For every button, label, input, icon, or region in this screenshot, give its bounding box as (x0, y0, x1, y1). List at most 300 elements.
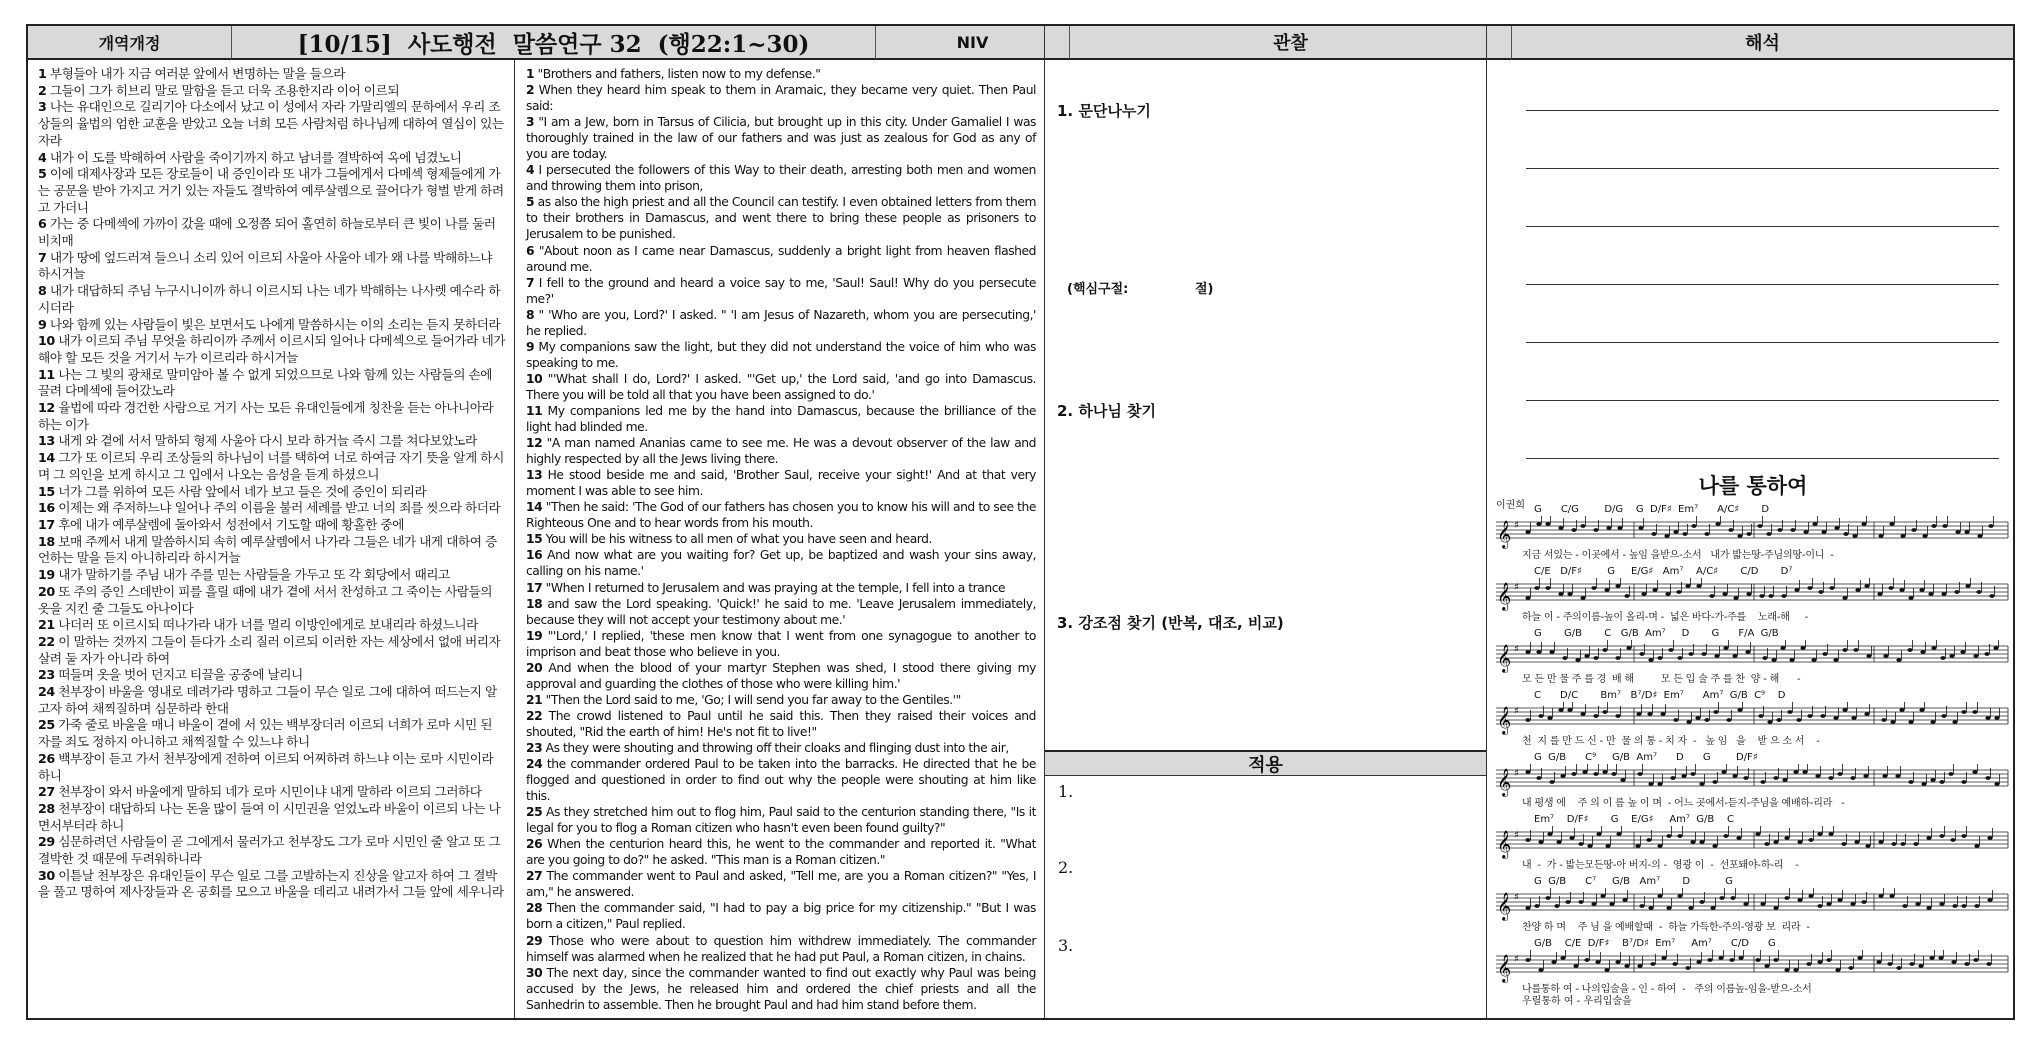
verse-number: 10 (526, 371, 543, 386)
verse-text: "Then he said: 'The God of our fathers has chosen you to know his will and to see the Righteous One and to hear words from his mouth. (526, 500, 1036, 531)
note-icon (1666, 906, 1671, 910)
lyric-line: 내 평생 에 주 의 이 름 높 이 며 - 어느 곳에서-듣지-주님을 예배하-리라 - (1522, 798, 1845, 809)
verse-text: 내게 와 곁에 서서 말하되 형제 사울아 다시 보라 하거늘 즉시 그를 쳐다보았노라 (54, 433, 477, 449)
verse-number: 20 (526, 660, 543, 675)
note-icon (1690, 772, 1695, 776)
note-icon (1758, 714, 1763, 718)
note-icon (1919, 588, 1924, 592)
note-icon (1696, 584, 1701, 588)
note-icon (1615, 584, 1620, 588)
note-icon (1616, 832, 1621, 836)
lyric-line: 하늘 이 - 주의이름-높이 올리-며 - 넓은 바다-가-주를 노래-해 - (1522, 612, 1809, 623)
note-icon (1580, 712, 1585, 716)
note-icon (1525, 770, 1530, 774)
verse-number: 14 (526, 500, 543, 515)
verse-number: 11 (38, 366, 55, 382)
verse-number: 9 (526, 339, 535, 354)
verse (526, 596, 1036, 628)
staff (1494, 640, 2012, 674)
note-icon (1797, 840, 1802, 844)
note-icon (1807, 586, 1812, 590)
note-icon (1790, 528, 1795, 532)
note-icon (1558, 708, 1563, 712)
verse (526, 531, 1036, 547)
verse-number: 23 (526, 740, 543, 755)
verse-text: As they were shouting and throwing off their cloaks and flinging dust into the air, (542, 740, 1009, 755)
note-icon (1986, 962, 1991, 966)
verse (38, 433, 506, 450)
note-icon (1883, 654, 1888, 658)
verse-number: 18 (38, 533, 55, 549)
note-icon (1657, 894, 1662, 898)
note-icon (1940, 656, 1945, 660)
staff (1494, 702, 2012, 736)
note-icon (1545, 896, 1550, 900)
verse (526, 194, 1036, 242)
note-icon (1973, 654, 1978, 658)
verse-text: 떠들며 옷을 벗어 던지고 티끌을 공중에 날리니 (54, 667, 303, 683)
verse (38, 166, 506, 216)
verse-text: As they stretched him out to flog him, Paul said to the centurion standing there, "Is it legal for you to flog a Roman citizen who hasn't even been found guilty?" (526, 805, 1036, 836)
note-icon (1593, 528, 1598, 532)
note-icon (1525, 650, 1530, 654)
verse (526, 868, 1036, 900)
verse (526, 756, 1036, 804)
note-icon (1704, 532, 1709, 536)
note-icon (1604, 588, 1609, 592)
verse-text: " 'Who are you, Lord?' I asked. " 'I am Jesus of Nazareth, whom you are persecuting,' he replied. (526, 307, 1036, 338)
note-icon (1551, 960, 1556, 964)
note-icon (1604, 968, 1609, 972)
note-icon (1900, 534, 1905, 538)
note-icon (1647, 712, 1652, 716)
note-icon (1922, 534, 1927, 538)
sharp-icon: ♯ (1514, 520, 1519, 531)
note-icon (1637, 964, 1642, 968)
observe-item-emphasis: 3. 강조점 찾기 (반복, 대조, 비교) (1057, 614, 1284, 632)
verse-text: "About noon as I came near Damascus, suddenly a bright light from heaven flashed around me. (526, 243, 1036, 274)
note-icon (1820, 714, 1825, 718)
chord-line: G G/B C⁷ G/B Am⁷ D G (1534, 876, 1733, 887)
verse (38, 250, 506, 283)
verse-text: "When I returned to Jerusalem and was praying at the temple, I fell into a trance (542, 580, 1006, 595)
note-icon (1773, 906, 1778, 910)
note-icon (1580, 596, 1585, 600)
note-icon (1600, 894, 1605, 898)
verse (526, 403, 1036, 435)
verse-text: "A man named Ananias came to see me. He was a devout observer of the law and highly respected by all the Jews living there. (526, 436, 1036, 467)
note-icon (1987, 836, 1992, 840)
note-icon (1766, 532, 1771, 536)
note-icon (1525, 530, 1530, 534)
note-icon (1682, 532, 1687, 536)
note-icon (1964, 962, 1969, 966)
note-icon (1796, 718, 1801, 722)
note-icon (1567, 708, 1572, 712)
verse-number: 15 (38, 483, 55, 499)
version-header: 개역개정 (28, 26, 232, 60)
verse-text: 이튿날 천부장은 유대인들이 무슨 일로 그를 고발하는지 진상을 알고자 하여 그 결박을 풀고 명하여 제사장들과 온 공회를 모으고 바울을 데리고 내려가서 그들 앞에 세우니라 (38, 867, 504, 900)
note-icon (1794, 588, 1799, 592)
note-icon (1685, 584, 1690, 588)
note-icon (1602, 710, 1607, 714)
verse (526, 307, 1036, 339)
note-icon (1889, 522, 1894, 526)
note-icon (1715, 522, 1720, 526)
note-icon (1760, 902, 1765, 906)
note-icon (1930, 778, 1935, 782)
note-icon (1828, 832, 1833, 836)
note-icon (1668, 648, 1673, 652)
note-icon (1852, 534, 1857, 538)
note-icon (1596, 832, 1601, 836)
sharp-icon: ♯ (1514, 830, 1519, 841)
note-icon (1776, 718, 1781, 722)
verse-text: And now what are you waiting for? Get up, be baptized and wash your sins away, calling on his name.' (526, 548, 1036, 579)
verse (38, 801, 506, 834)
note-icon (1878, 894, 1883, 898)
note-icon (1833, 658, 1838, 662)
note-icon (1584, 654, 1589, 658)
note-icon (1915, 902, 1920, 906)
verse-text: 너가 그를 위하여 모든 사람 앞에서 네가 보고 들은 것에 증인이 되리라 (54, 483, 427, 499)
note-icon (1688, 906, 1693, 910)
staff (1494, 826, 2012, 860)
note-icon (1837, 898, 1842, 902)
niv-verses (520, 62, 1042, 1020)
verse-text: "'What shall I do, Lord?' I asked. "'Get up,' the Lord said, 'and go into Damascus. There you will be told all that you have been assigned to do.' (526, 371, 1036, 402)
note-icon (1593, 656, 1598, 660)
apply-item-1: 1. (1058, 782, 1074, 801)
verse-text: 내가 말하기를 주님 내가 주를 믿는 사람들을 가두고 또 각 회당에서 때리고 (54, 567, 450, 583)
verse-number: 5 (526, 195, 535, 210)
note-icon (1672, 962, 1677, 966)
treble-clef-icon: 𝄞 (1497, 520, 1512, 548)
verse-number: 26 (526, 837, 543, 852)
note-icon (1578, 900, 1583, 904)
lyric-line: 찬양 하 며 주 님 을 예배할때 - 하늘 가득한-주의-영광 보 리라 - (1522, 922, 1810, 933)
note-icon (1896, 658, 1901, 662)
note-icon (1660, 712, 1665, 716)
note-icon (1723, 646, 1728, 650)
note-icon (1545, 522, 1550, 526)
observe-item-find-god: 2. 하나님 찾기 (1057, 402, 1157, 420)
verse-text: 천부장이 와서 바울에게 말하되 네가 로마 시민이냐 내게 말하라 이르되 그러하다 (54, 784, 482, 800)
verse (38, 634, 506, 667)
note-icon (1837, 772, 1842, 776)
note-icon (1712, 780, 1717, 784)
note-icon (1929, 956, 1934, 960)
chord-line: G/B C/E D/F♯ B⁷/D♯ Em⁷ Am⁷ C/D G (1534, 938, 1776, 949)
note-icon (1745, 650, 1750, 654)
verse-number: 20 (38, 583, 55, 599)
verse-text: 천부장이 대답하되 나는 돈을 많이 들여 이 시민권을 얻었노라 바울이 이르되 나는 나면서부터라 하니 (38, 800, 501, 833)
note-icon (1931, 646, 1936, 650)
note-icon (1622, 898, 1627, 902)
verse-number: 3 (526, 115, 535, 130)
staff (1494, 950, 2012, 984)
note-icon (1952, 904, 1957, 908)
verse-number: 12 (526, 436, 543, 451)
verse (38, 83, 506, 100)
note-icon (1534, 904, 1539, 908)
note-icon (1657, 844, 1662, 848)
treble-clef-icon: 𝄞 (1497, 582, 1512, 610)
verse-number: 8 (526, 307, 535, 322)
verse-number: 16 (526, 548, 543, 563)
verse-text: 그들이 그가 히브리 말로 말함을 듣고 더욱 조용한지라 이어 이르되 (46, 82, 400, 98)
note-icon (1673, 530, 1678, 534)
note-icon (1729, 958, 1734, 962)
note-icon (1714, 654, 1719, 658)
verse-number: 17 (38, 516, 55, 532)
note-icon (1817, 904, 1822, 908)
note-icon (1538, 840, 1543, 844)
chord-line: G G/B C G/B Am⁷ D G F/A G/B (1534, 628, 1779, 639)
note-icon (1972, 710, 1977, 714)
note-icon (1926, 836, 1931, 840)
verse (38, 567, 506, 584)
note-icon (1777, 528, 1782, 532)
note-icon (1545, 586, 1550, 590)
note-icon (1826, 958, 1831, 962)
interpret-line (1526, 168, 1999, 169)
verse-number: 4 (38, 149, 47, 165)
verse-text: When the centurion heard this, he went to the commander and reported it. "What are you going to do?" he asked. "This man is a Roman citizen." (526, 837, 1036, 868)
observe-header: 관찰 (1070, 26, 1512, 60)
note-icon (1554, 904, 1559, 908)
note-icon (1908, 596, 1913, 600)
note-icon (1534, 586, 1539, 590)
note-icon (1964, 530, 1969, 534)
song-title: 나를 통하여 (1698, 473, 1808, 498)
note-icon (1955, 530, 1960, 534)
interpret-line (1526, 342, 1999, 343)
note-icon (1842, 596, 1847, 600)
note-icon (1549, 780, 1554, 784)
song-composer: 이권희 (1496, 500, 1525, 511)
note-icon (1760, 780, 1765, 784)
note-icon (1854, 840, 1859, 844)
lyric-line: 모 든 만 물 주 를 경 배 해 모 든 입 술 주 를 찬 양 - 해 - (1522, 674, 1801, 685)
note-icon (1806, 962, 1811, 966)
note-icon (1639, 652, 1644, 656)
verse-number: 15 (526, 532, 543, 547)
note-icon (1857, 956, 1862, 960)
verse-text: 천부장이 바울을 영내로 데려가라 명하고 그들이 무슨 일로 그에 대하여 떠드는지 알고자 하여 채찍질하며 심문하라 한대 (38, 684, 497, 716)
note-icon (1951, 960, 1956, 964)
note-icon (1609, 902, 1614, 906)
note-icon (1896, 966, 1901, 970)
note-icon (1828, 776, 1833, 780)
sharp-icon: ♯ (1514, 954, 1519, 965)
verse-number: 21 (526, 692, 543, 707)
note-icon (1834, 526, 1839, 530)
verse (526, 740, 1036, 756)
verse-text: 내가 이르되 주님 무엇을 하리이까 주께서 이르시되 일어나 다메섹으로 들어가라 네가 해야 할 모든 것을 거기서 누가 이르리라 하시거늘 (38, 333, 505, 365)
verse-text: 나는 그 빛의 광채로 말미암아 볼 수 없게 되었으므로 나와 함께 있는 사람들의 손에 끌려 다메섹에 들어갔노라 (38, 366, 493, 399)
note-icon (1789, 658, 1794, 662)
verse (38, 317, 506, 334)
note-icon (1911, 528, 1916, 532)
note-icon (1565, 900, 1570, 904)
verse-number: 2 (526, 83, 535, 98)
verse-number: 4 (526, 163, 535, 178)
note-icon (1988, 524, 1993, 528)
note-icon (1829, 586, 1834, 590)
lyric-line: 지금 서있는 - 이곳에서 - 높임 을받으-소서 내가 밟는땅-주님의땅-이니 - (1522, 550, 1834, 561)
note-icon (1899, 588, 1904, 592)
note-icon (1919, 708, 1924, 712)
verse (526, 371, 1036, 403)
verse-text: 심문하려던 사람들이 곧 그에게서 물러가고 천부장도 그가 로마 시민인 줄 알고 또 그 결박한 것 때문에 두려워하니라 (38, 834, 501, 867)
note-icon (1573, 964, 1578, 968)
sharp-icon: ♯ (1514, 706, 1519, 717)
song-score (1494, 468, 2012, 1016)
verse (526, 547, 1036, 579)
note-icon (1695, 716, 1700, 720)
note-icon (1558, 592, 1563, 596)
note-icon (1636, 712, 1641, 716)
note-icon (1652, 588, 1657, 592)
verse (526, 467, 1036, 499)
verse (38, 784, 506, 801)
verse-text: the commander ordered Paul to be taken into the barracks. He directed that he be flogged and questioned in order to find out why the people were shouting at him like this. (526, 757, 1036, 804)
treble-clef-icon: 𝄞 (1497, 954, 1512, 982)
verse-number: 19 (526, 628, 543, 643)
note-icon (1606, 526, 1611, 530)
verse-number: 22 (526, 708, 543, 723)
verse-text: "Brothers and fathers, listen now to my defense." (534, 67, 821, 81)
verse-number: 30 (526, 965, 543, 980)
note-icon (1994, 782, 1999, 786)
note-icon (1815, 774, 1820, 778)
note-icon (1701, 652, 1706, 656)
note-icon (1746, 592, 1751, 596)
note-icon (1811, 658, 1816, 662)
note-icon (1900, 842, 1905, 846)
verse-number: 14 (38, 450, 55, 466)
note-icon (1972, 770, 1977, 774)
note-icon (1784, 968, 1789, 972)
verse-number: 19 (38, 567, 55, 583)
note-icon (1822, 652, 1827, 656)
note-icon (1657, 782, 1662, 786)
note-icon (1620, 778, 1625, 782)
verse-number: 26 (38, 750, 55, 766)
note-icon (1888, 586, 1893, 590)
verse-number: 29 (38, 834, 55, 850)
interpret-line (1526, 110, 1999, 111)
note-icon (1926, 906, 1931, 910)
note-icon (1580, 524, 1585, 528)
note-icon (1960, 650, 1965, 654)
note-icon (1593, 714, 1598, 718)
note-icon (1737, 708, 1742, 712)
verse-text: 이 말하는 것까지 그들이 듣다가 소리 질러 이르되 이러한 자는 세상에서 없애 버리자 살려 둘 자가 아니라 하여 (38, 633, 501, 666)
verse-text: My companions saw the light, but they did not understand the voice of him who was speaking to me. (526, 339, 1036, 370)
korean-verses (32, 62, 512, 1020)
note-icon (1851, 716, 1856, 720)
verse-text: 이제는 왜 주저하느냐 일어나 주의 이름을 불러 세례를 받고 너의 죄를 씻으라 하더라 (54, 500, 501, 516)
note-icon (1696, 960, 1701, 964)
verse-text: The next day, since the commander wanted to find out exactly why Paul was being accused by the Jews, he released him and ordered the chief priests and all the Sanhedrin to assemble. Then he brought Paul and had him stand before them. (526, 965, 1036, 1012)
note-icon (1699, 840, 1704, 844)
verse-number: 25 (38, 717, 55, 733)
note-icon (1704, 718, 1709, 722)
note-icon (1673, 718, 1678, 722)
interpret-line (1526, 400, 1999, 401)
verse (526, 435, 1036, 467)
note-icon (1807, 714, 1812, 718)
apply-header: 적용 (1045, 750, 1486, 776)
note-icon (1677, 656, 1682, 660)
note-icon (1733, 596, 1738, 600)
verse-text: 가죽 줄로 바울을 매니 바울이 곁에 서 있는 백부장더러 이르되 너희가 로마 시민 된 자를 죄도 정하지 아니하고 채찍질할 수 있느냐 하니 (38, 717, 493, 750)
note-icon (1818, 590, 1823, 594)
note-icon (1841, 842, 1846, 846)
note-icon (1646, 838, 1651, 842)
verse-number: 27 (526, 869, 543, 884)
chord-line: C D/C Bm⁷ B⁷/D♯ Em⁷ Am⁷ G/B C⁹ D (1534, 690, 1786, 701)
key-verse-label: (핵심구절: (1067, 282, 1129, 297)
note-icon (1782, 778, 1787, 782)
note-icon (1664, 534, 1669, 538)
verse-number: 28 (526, 901, 543, 916)
note-icon (1864, 584, 1869, 588)
note-icon (1773, 958, 1778, 962)
note-icon (1793, 770, 1798, 774)
treble-clef-icon: 𝄞 (1497, 644, 1512, 672)
note-icon (1984, 652, 1989, 656)
note-icon (1921, 782, 1926, 786)
note-icon (1556, 840, 1561, 844)
note-icon (1950, 838, 1955, 842)
verse-text: My companions led me by the hand into Damascus, because the brilliance of the light had blinded me. (526, 403, 1036, 435)
note-icon (1722, 592, 1727, 596)
verse-number: 16 (38, 500, 55, 516)
note-icon (1961, 710, 1966, 714)
verse (526, 66, 1036, 82)
note-icon (1666, 834, 1671, 838)
note-icon (1850, 902, 1855, 906)
note-icon (1755, 958, 1760, 962)
verse-number: 25 (526, 805, 543, 820)
note-icon (1536, 522, 1541, 526)
verse-number: 24 (38, 684, 55, 700)
note-icon (1560, 774, 1565, 778)
note-icon (1743, 776, 1748, 780)
verse-number: 21 (38, 617, 55, 633)
note-icon (1942, 524, 1947, 528)
note-icon (1931, 524, 1936, 528)
chord-line: Em⁷ D/F♯ G E/G♯ Am⁷ G/B C (1534, 814, 1734, 825)
verse-text: as also the high priest and all the Council can testify. I even obtained letters from them to their brothers in Damascus, and went there to bring these people as prisoners to Jerusalem to be punished. (526, 195, 1036, 242)
verse-number: 22 (38, 633, 55, 649)
note-icon (1615, 714, 1620, 718)
note-icon (1808, 894, 1813, 898)
note-icon (1661, 956, 1666, 960)
note-icon (1709, 594, 1714, 598)
verse (38, 534, 506, 567)
note-icon (1582, 770, 1587, 774)
note-icon (1993, 646, 1998, 650)
note-icon (1536, 650, 1541, 654)
divider-korean-niv (514, 60, 515, 1018)
verse (38, 751, 506, 784)
verse-text: I persecuted the followers of this Way to their death, arresting both men and women and throwing them into prison, (526, 163, 1036, 194)
verse-text: 또 주의 증인 스데반이 피를 흘릴 때에 내가 곁에 서서 찬성하고 그 죽이는 사람들의 옷을 지킨 줄 그들도 아나이다 (38, 583, 493, 616)
